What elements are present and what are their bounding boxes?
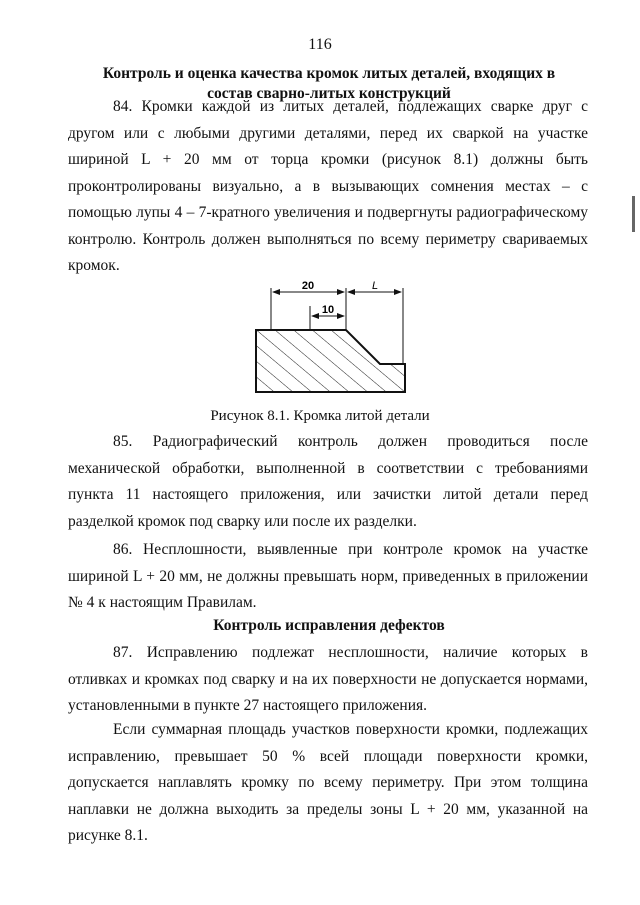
margin-mark xyxy=(632,196,635,232)
paragraph-84: 84. Кромки каждой из литых деталей, подлежащих сварке друг с другом или с любыми другими деталями, перед их сваркой на участке шириной L + 20 мм от торца кромки (рисунок 8.1) должны быть проконтролированы визуально, а в вызывающих сомнения местах – с помощью лупы 4 – 7-кратного увеличения и подвергнуты радиографическому контролю. Контроль должен выполняться по всему периметру свариваемых кромок. xyxy=(68,98,588,274)
paragraph-85: 85. Радиографический контроль должен проводиться после механической обработки, выполненной в соответствии с требованиями пункта 11 настоящего приложения, или зачистки литой детали перед разделкой кромок под сварку или после их разделки. xyxy=(68,433,588,530)
paragraph-87: 87. Исправлению подлежат несплошности, наличие которых в отливках и кромках под сварку и на их поверхности не допускается нормами, установленными в пункте 27 настоящего приложения. xyxy=(68,644,588,714)
section-heading-defects: Контроль исправления дефектов xyxy=(213,617,445,634)
paragraph-86: 86. Несплошности, выявленные при контроле кромок на участке шириной L + 20 мм, не должны превышать норм, приведенных в приложении № 4 к настоящим Правилам. xyxy=(68,541,588,611)
paragraph-88: Если суммарная площадь участков поверхности кромки, подлежащих исправлению, превышает 50 % всей площади поверхности кромки, допускается наплавлять кромку по всему периметру. При этом толщина наплавки не должна выходить за пределы зоны L + 20 мм, указанной на рисунке 8.1. xyxy=(68,721,588,844)
figure-edge-cast-part xyxy=(250,278,410,398)
figure-caption: Рисунок 8.1. Кромка литой детали xyxy=(210,408,430,424)
dimension-label-20: 20 xyxy=(301,280,315,292)
section-heading-line2: состав сварно-литых конструкций xyxy=(207,85,451,102)
section-heading-line1: Контроль и оценка качества кромок литых деталей, входящих в xyxy=(102,65,556,82)
dimension-label-L: L xyxy=(371,280,379,292)
part-section-hatched xyxy=(256,330,405,392)
page-number: 116 xyxy=(308,36,332,53)
dimension-label-10: 10 xyxy=(321,304,335,316)
